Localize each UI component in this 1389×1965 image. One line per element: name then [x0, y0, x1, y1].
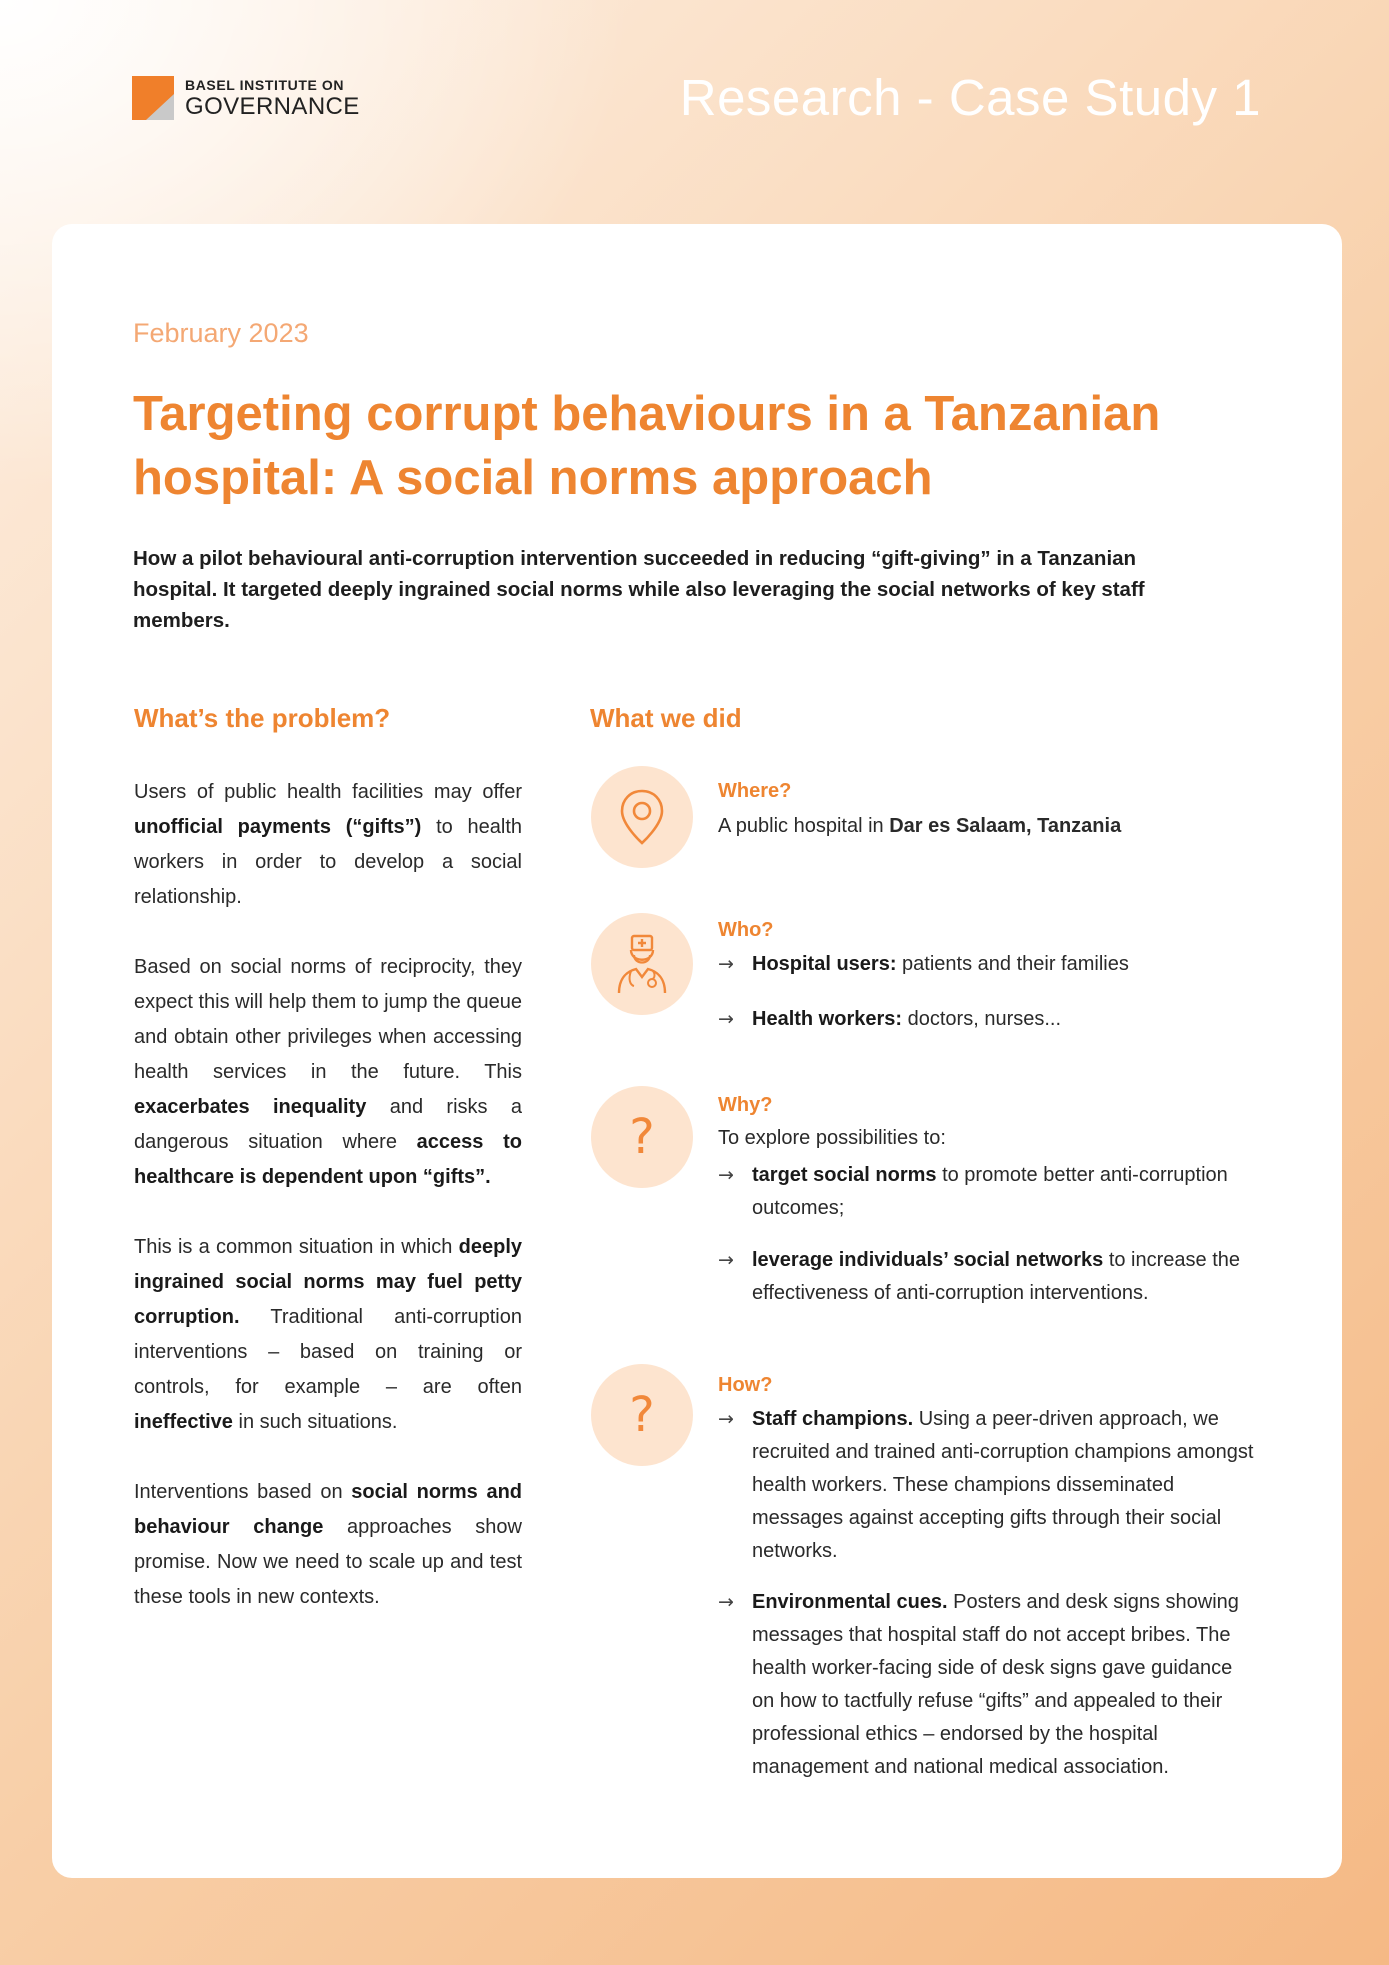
who-bullet-2 — [718, 1003, 1258, 1036]
text-run: and risks a dangerous situation where — [134, 1096, 522, 1153]
why-bullet-2 — [718, 1244, 1258, 1310]
arrow-icon: → — [718, 1408, 734, 1430]
logo-mark-icon — [132, 76, 174, 120]
lede: How a pilot behavioural anti-corruption intervention succeeded in reducing “gift-giving” in a Tanzanian hospital. It targeted deeply ingrained social norms while also leveraging the social networks of key staff members. — [133, 547, 1145, 632]
question-icon: ? — [629, 1109, 655, 1165]
how-bullet-2 — [718, 1586, 1258, 1784]
text-run: A public hospital in — [718, 815, 890, 837]
text-run: to promote better anti-corruption outcomes; — [752, 1164, 1228, 1219]
why-label: Why? — [718, 1094, 773, 1116]
how-label: How? — [718, 1374, 773, 1396]
map-pin-icon — [618, 788, 666, 846]
bold-run: exacerbates inequality — [134, 1096, 367, 1118]
problem-paragraph-2 — [134, 950, 522, 1195]
bold-run: access to healthcare is dependent upon “gifts” — [134, 1131, 523, 1188]
bold-run: deeply ingrained social norms may fuel petty corruption. — [134, 1236, 522, 1328]
arrow-icon: → — [718, 1591, 734, 1613]
series-tag: Research - Case Study 1 — [679, 69, 1261, 126]
text-run: Using a peer-driven approach, we recruited and trained anti-corruption champions amongst health workers. These champions disseminated messages against accepting gifts through their social networks. — [752, 1408, 1254, 1562]
text-run: Users of public health facilities may offer — [134, 781, 522, 803]
logo — [132, 76, 360, 120]
problem-section — [134, 775, 522, 1650]
problem-paragraph-3 — [134, 1230, 522, 1440]
text-run: doctors, nurses... — [902, 1008, 1062, 1030]
text-run: to health workers in order to develop a social relationship. — [134, 816, 522, 908]
bullet-text — [752, 1003, 1258, 1036]
bold-run: Hospital users: — [752, 953, 897, 975]
bullet-text — [752, 1403, 1258, 1568]
who-label: Who? — [718, 919, 774, 941]
page-title: Targeting corrupt behaviours in a Tanzanian hospital: A social norms approach — [133, 387, 1161, 505]
problem-paragraph-4 — [134, 1475, 522, 1615]
what-we-did-heading: What we did — [590, 703, 742, 733]
bold-run: Staff champions. — [752, 1408, 914, 1430]
text-run: Interventions based on — [134, 1481, 352, 1503]
bold-run: target social norms — [752, 1164, 937, 1186]
bold-run: . — [485, 1166, 491, 1188]
text-run: to increase the effectiveness of anti-corruption interventions. — [752, 1249, 1241, 1304]
arrow-icon: → — [718, 953, 734, 975]
bullet-text — [752, 1159, 1258, 1225]
why-icon-circle — [591, 1086, 693, 1188]
arrow-icon: → — [718, 1008, 734, 1030]
problem-heading: What’s the problem? — [134, 703, 391, 733]
text-run: Posters and desk signs showing messages that hospital staff do not accept bribes. The health worker-facing side of desk signs gave guidance on how to tactfully refuse “gifts” and appealed to their professional ethics – endorsed by the hospital management and national medical association. — [752, 1591, 1239, 1778]
where-label: Where? — [718, 780, 792, 802]
text-run: Based on social norms of reciprocity, they expect this will help them to jump the queue and obtain other privileges when accessing health services in the future. This — [134, 956, 522, 1083]
bold-run: Dar es Salaam, Tanzania — [889, 815, 1122, 837]
where-icon-circle — [591, 766, 693, 868]
doctor-icon — [614, 933, 670, 995]
where-text — [718, 810, 1121, 843]
arrow-icon: → — [718, 1249, 734, 1271]
logo-text — [185, 78, 360, 119]
bullet-text — [752, 1586, 1258, 1784]
how-bullet-1 — [718, 1403, 1258, 1568]
arrow-icon: → — [718, 1164, 734, 1186]
text-run: Traditional anti-corruption interventions – based on training or controls, for example – are often — [134, 1306, 522, 1398]
why-intro: To explore possibilities to: — [718, 1127, 946, 1149]
problem-paragraph-1 — [134, 775, 522, 915]
why-bullet-1 — [718, 1159, 1258, 1225]
bold-run: ineffective — [134, 1411, 233, 1433]
bold-run: Health workers: — [752, 1008, 903, 1030]
question-icon: ? — [629, 1387, 655, 1443]
text-run: approaches show promise. Now we need to scale up and test these tools in new contexts. — [134, 1516, 522, 1608]
text-run: This is a common situation in which — [134, 1236, 459, 1258]
how-icon-circle — [591, 1364, 693, 1466]
logo-line-2: GOVERNANCE — [185, 92, 360, 120]
bullet-text — [752, 948, 1258, 981]
bold-run: Environmental cues. — [752, 1591, 948, 1613]
bold-run: social norms and behaviour change — [134, 1481, 523, 1538]
publication-date: February 2023 — [133, 318, 309, 348]
who-bullet-1 — [718, 948, 1258, 981]
bold-run: leverage individuals’ social networks — [752, 1249, 1104, 1271]
bullet-text — [752, 1244, 1258, 1310]
bold-run: unofficial payments (“gifts”) — [134, 816, 422, 838]
text-run: in such situations. — [232, 1411, 398, 1433]
who-icon-circle — [591, 913, 693, 1015]
logo-line-1: BASEL INSTITUTE ON — [185, 76, 345, 93]
text-run: patients and their families — [896, 953, 1129, 975]
